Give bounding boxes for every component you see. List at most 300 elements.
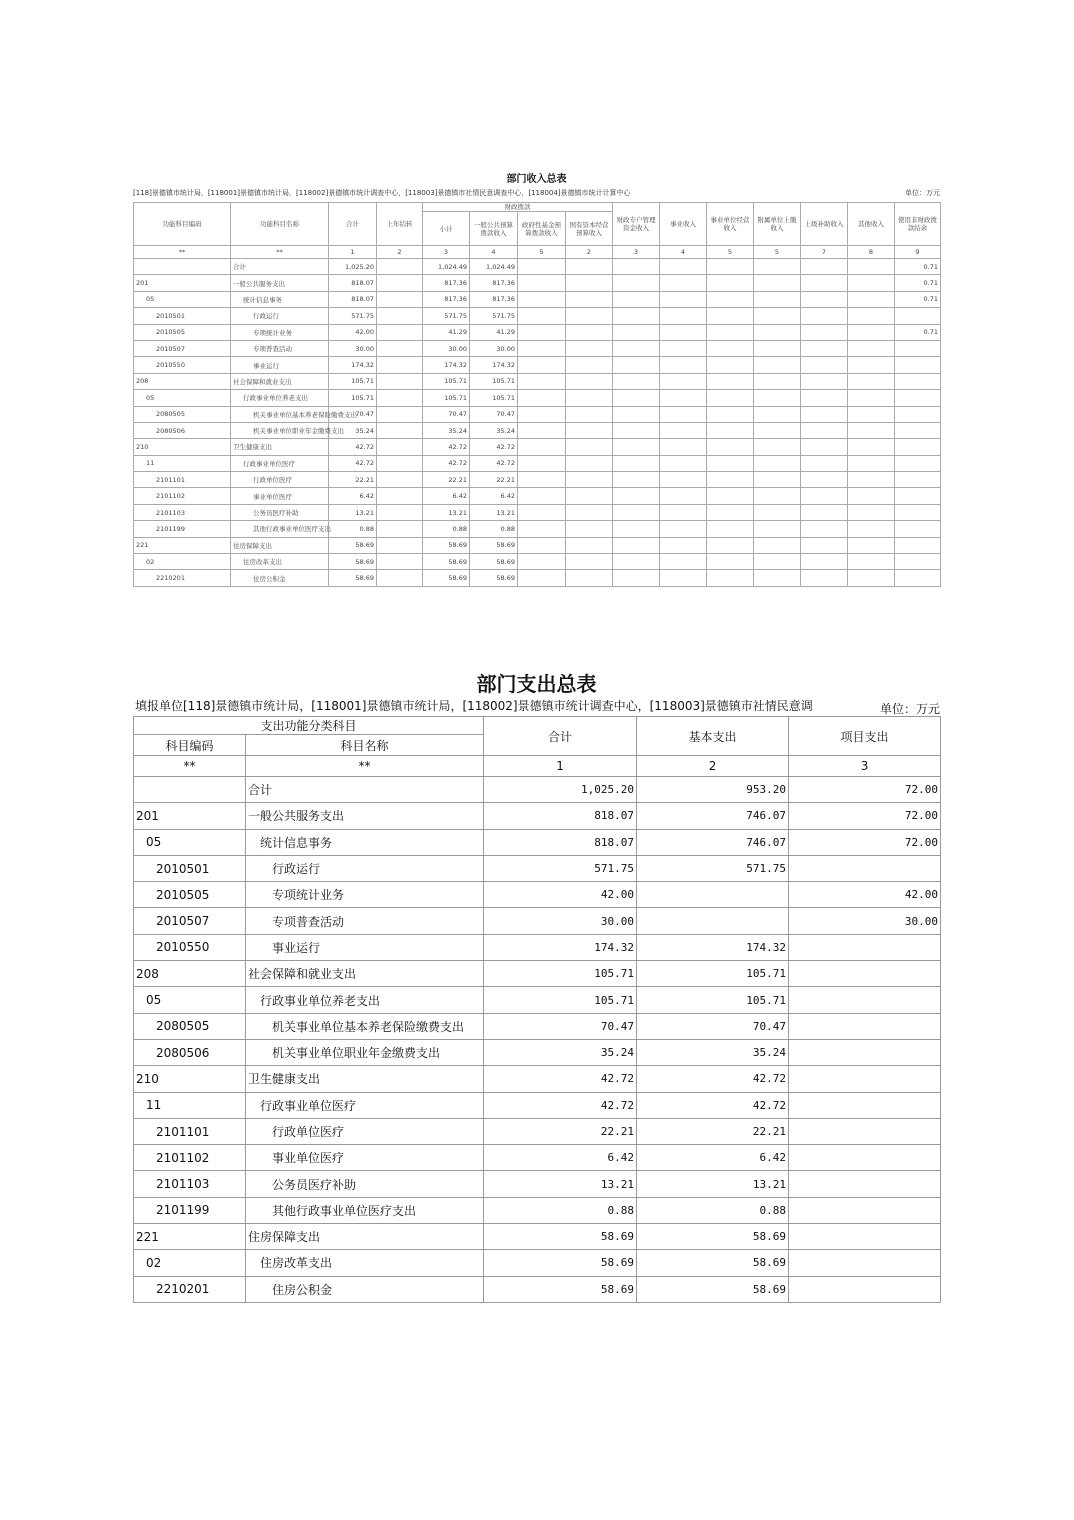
row-carryover — [377, 324, 423, 340]
row-subtotal: 1,024.49 — [423, 259, 470, 275]
row-code: 2010507 — [134, 908, 246, 934]
row-empty-cell — [660, 324, 707, 340]
row-empty-cell — [801, 357, 848, 373]
row-empty-cell — [707, 537, 754, 553]
row-total: 105.71 — [484, 961, 637, 987]
row-empty-cell — [707, 291, 754, 307]
row-project-expense — [789, 1276, 941, 1302]
row-carryover — [377, 504, 423, 520]
row-project-expense — [789, 1224, 941, 1250]
table-row — [134, 390, 941, 406]
row-empty-cell — [848, 472, 895, 488]
row-empty-cell — [754, 308, 801, 324]
row-empty-cell — [754, 521, 801, 537]
column-number: 8 — [848, 246, 895, 259]
column-header: 合计 — [329, 203, 377, 246]
row-project-expense — [789, 1171, 941, 1197]
row-empty-cell — [754, 422, 801, 438]
row-empty-cell — [754, 554, 801, 570]
row-empty-cell — [754, 504, 801, 520]
row-empty-cell — [801, 390, 848, 406]
row-total: 571.75 — [484, 855, 637, 881]
row-empty-cell — [613, 488, 660, 504]
row-subtotal: 58.69 — [423, 537, 470, 553]
row-carryover — [377, 406, 423, 422]
column-header: 科目名称 — [246, 735, 484, 756]
row-general-budget: 42.72 — [470, 439, 518, 455]
row-carryover — [377, 570, 423, 586]
row-empty-cell — [707, 472, 754, 488]
row-empty-cell — [566, 340, 613, 356]
row-nonfiscal-balance: 0.71 — [895, 324, 941, 340]
column-header: 基本支出 — [637, 717, 789, 756]
expense-summary-table — [133, 716, 941, 1303]
row-code: 2210201 — [134, 1276, 246, 1302]
column-number: ** — [246, 756, 484, 777]
row-total: 1,025.20 — [329, 259, 377, 275]
row-empty-cell — [518, 373, 566, 389]
table-row — [134, 1092, 941, 1118]
row-empty-cell — [613, 357, 660, 373]
row-empty-cell — [660, 308, 707, 324]
row-empty-cell — [801, 537, 848, 553]
row-empty-cell — [566, 504, 613, 520]
column-header: 合计 — [484, 717, 637, 756]
column-number: ** — [231, 246, 329, 259]
row-total: 58.69 — [329, 554, 377, 570]
row-code: 2101101 — [134, 472, 231, 488]
row-subtotal: 6.42 — [423, 488, 470, 504]
table-row — [134, 1250, 941, 1276]
row-project-expense — [789, 1197, 941, 1223]
row-nonfiscal-balance — [895, 406, 941, 422]
row-empty-cell — [566, 357, 613, 373]
row-empty-cell — [707, 521, 754, 537]
row-empty-cell — [518, 570, 566, 586]
row-basic-expense: 746.07 — [637, 803, 789, 829]
table-row — [134, 1118, 941, 1144]
table-row — [134, 504, 941, 520]
table-row — [134, 521, 941, 537]
row-empty-cell — [566, 488, 613, 504]
row-general-budget: 70.47 — [470, 406, 518, 422]
row-name: 住房公积金 — [246, 1276, 484, 1302]
row-empty-cell — [801, 324, 848, 340]
column-number: 3 — [613, 246, 660, 259]
row-subtotal: 42.72 — [423, 455, 470, 471]
row-name: 专项普查活动 — [246, 908, 484, 934]
row-total: 6.42 — [329, 488, 377, 504]
income-table-title: 部门收入总表 — [506, 174, 567, 185]
column-header: 功能科目编码 — [134, 203, 231, 246]
row-name: 事业单位医疗 — [246, 1145, 484, 1171]
row-empty-cell — [660, 406, 707, 422]
row-empty-cell — [566, 308, 613, 324]
row-empty-cell — [707, 259, 754, 275]
row-empty-cell — [518, 504, 566, 520]
row-empty-cell — [707, 504, 754, 520]
row-empty-cell — [518, 554, 566, 570]
column-header: 附属单位上缴收入 — [754, 203, 801, 246]
row-name: 机关事业单位职业年金缴费支出 — [246, 1039, 484, 1065]
row-general-budget: 105.71 — [470, 390, 518, 406]
row-code: 2080506 — [134, 422, 231, 438]
row-general-budget: 1,024.49 — [470, 259, 518, 275]
row-nonfiscal-balance — [895, 357, 941, 373]
row-code: 201 — [134, 275, 231, 291]
row-project-expense — [789, 1039, 941, 1065]
row-total: 6.42 — [484, 1145, 637, 1171]
table-row — [134, 1197, 941, 1223]
row-subtotal: 58.69 — [423, 570, 470, 586]
row-empty-cell — [848, 373, 895, 389]
row-total: 58.69 — [484, 1250, 637, 1276]
row-empty-cell — [613, 472, 660, 488]
row-project-expense: 72.00 — [789, 777, 941, 803]
row-total: 42.72 — [484, 1066, 637, 1092]
row-empty-cell — [801, 275, 848, 291]
row-carryover — [377, 472, 423, 488]
row-empty-cell — [660, 275, 707, 291]
row-code: 2010550 — [134, 357, 231, 373]
row-empty-cell — [848, 422, 895, 438]
row-empty-cell — [518, 488, 566, 504]
row-name: 机关事业单位基本养老保险缴费支出 — [231, 406, 329, 422]
row-name: 机关事业单位基本养老保险缴费支出 — [246, 1013, 484, 1039]
row-empty-cell — [754, 439, 801, 455]
row-project-expense — [789, 1145, 941, 1171]
row-code: 11 — [134, 1092, 246, 1118]
table-row — [134, 908, 941, 934]
row-empty-cell — [566, 422, 613, 438]
row-code: 2010501 — [134, 308, 231, 324]
row-name: 社会保障和就业支出 — [246, 961, 484, 987]
row-empty-cell — [518, 537, 566, 553]
row-total: 571.75 — [329, 308, 377, 324]
row-empty-cell — [660, 340, 707, 356]
row-name: 住房公积金 — [231, 570, 329, 586]
row-empty-cell — [848, 504, 895, 520]
row-code: 2210201 — [134, 570, 231, 586]
row-nonfiscal-balance — [895, 373, 941, 389]
table-row — [134, 308, 941, 324]
column-number: 3 — [789, 756, 941, 777]
column-number: 2 — [566, 246, 613, 259]
row-subtotal: 0.88 — [423, 521, 470, 537]
row-name: 行政单位医疗 — [231, 472, 329, 488]
row-name: 一般公共服务支出 — [246, 803, 484, 829]
row-code: 11 — [134, 455, 231, 471]
row-empty-cell — [707, 308, 754, 324]
column-number: 7 — [801, 246, 848, 259]
row-empty-cell — [566, 537, 613, 553]
table-row — [134, 291, 941, 307]
row-project-expense — [789, 855, 941, 881]
table-row — [134, 1039, 941, 1065]
row-carryover — [377, 439, 423, 455]
row-total: 42.00 — [329, 324, 377, 340]
row-total: 174.32 — [329, 357, 377, 373]
row-basic-expense — [637, 908, 789, 934]
row-code: 2101199 — [134, 521, 231, 537]
row-total: 58.69 — [329, 537, 377, 553]
row-code: 05 — [134, 291, 231, 307]
table-row — [134, 1013, 941, 1039]
row-nonfiscal-balance — [895, 504, 941, 520]
row-code: 208 — [134, 373, 231, 389]
row-empty-cell — [707, 275, 754, 291]
row-empty-cell — [707, 357, 754, 373]
row-code: 05 — [134, 987, 246, 1013]
row-name: 统计信息事务 — [246, 829, 484, 855]
row-empty-cell — [754, 291, 801, 307]
row-total: 818.07 — [329, 275, 377, 291]
row-name: 行政事业单位医疗 — [246, 1092, 484, 1118]
row-empty-cell — [660, 537, 707, 553]
row-subtotal: 817.36 — [423, 291, 470, 307]
income-table-subtitle: [118]景德镇市统计局，[118001]景德镇市统计局，[118002]景德镇市统计调查中心，[118003]景德镇市社情民意调查中心，[118004]景德镇市统计计算中心 — [133, 189, 631, 197]
row-empty-cell — [660, 259, 707, 275]
row-basic-expense: 105.71 — [637, 987, 789, 1013]
row-code: 2080506 — [134, 1039, 246, 1065]
row-empty-cell — [518, 390, 566, 406]
row-total: 42.72 — [484, 1092, 637, 1118]
row-empty-cell — [660, 357, 707, 373]
row-general-budget: 817.36 — [470, 291, 518, 307]
row-empty-cell — [613, 259, 660, 275]
row-general-budget: 58.69 — [470, 537, 518, 553]
row-carryover — [377, 308, 423, 324]
row-empty-cell — [613, 275, 660, 291]
row-total: 818.07 — [484, 803, 637, 829]
row-general-budget: 105.71 — [470, 373, 518, 389]
row-project-expense — [789, 961, 941, 987]
row-empty-cell — [613, 504, 660, 520]
row-empty-cell — [566, 570, 613, 586]
row-general-budget: 0.88 — [470, 521, 518, 537]
row-empty-cell — [518, 472, 566, 488]
column-header: 财政专户管理资金收入 — [613, 203, 660, 246]
table-row — [134, 961, 941, 987]
header-row — [134, 203, 941, 212]
column-header: 小计 — [423, 212, 470, 246]
row-empty-cell — [801, 488, 848, 504]
row-empty-cell — [566, 390, 613, 406]
table-row — [134, 357, 941, 373]
table-row — [134, 455, 941, 471]
table-row — [134, 259, 941, 275]
table-row — [134, 987, 941, 1013]
row-empty-cell — [613, 291, 660, 307]
row-empty-cell — [518, 521, 566, 537]
row-name: 住房保障支出 — [246, 1224, 484, 1250]
row-basic-expense — [637, 882, 789, 908]
table-row — [134, 777, 941, 803]
row-empty-cell — [754, 472, 801, 488]
row-basic-expense: 58.69 — [637, 1250, 789, 1276]
income-summary-table — [133, 202, 941, 587]
row-total: 174.32 — [484, 934, 637, 960]
row-code: 210 — [134, 439, 231, 455]
row-empty-cell — [518, 357, 566, 373]
row-general-budget: 174.32 — [470, 357, 518, 373]
row-empty-cell — [754, 275, 801, 291]
row-carryover — [377, 259, 423, 275]
row-code: 2010505 — [134, 324, 231, 340]
column-number: 9 — [895, 246, 941, 259]
row-general-budget: 571.75 — [470, 308, 518, 324]
row-total: 30.00 — [329, 340, 377, 356]
table-row — [134, 570, 941, 586]
row-code: 2101103 — [134, 1171, 246, 1197]
row-empty-cell — [613, 390, 660, 406]
table-row — [134, 882, 941, 908]
row-empty-cell — [848, 324, 895, 340]
row-empty-cell — [801, 472, 848, 488]
table-row — [134, 340, 941, 356]
column-number: ** — [134, 246, 231, 259]
row-name: 行政事业单位养老支出 — [246, 987, 484, 1013]
row-total: 58.69 — [484, 1224, 637, 1250]
table-row — [134, 275, 941, 291]
table-row — [134, 406, 941, 422]
row-empty-cell — [848, 275, 895, 291]
table-row — [134, 934, 941, 960]
row-total: 58.69 — [329, 570, 377, 586]
column-header: 政府性基金预算拨款收入 — [518, 212, 566, 246]
row-name: 行政运行 — [231, 308, 329, 324]
row-empty-cell — [848, 340, 895, 356]
column-header: 其他收入 — [848, 203, 895, 246]
row-empty-cell — [801, 439, 848, 455]
row-name: 卫生健康支出 — [231, 439, 329, 455]
row-empty-cell — [566, 373, 613, 389]
row-empty-cell — [613, 455, 660, 471]
row-basic-expense: 571.75 — [637, 855, 789, 881]
row-code: 221 — [134, 537, 231, 553]
row-name: 专项普查活动 — [231, 340, 329, 356]
row-empty-cell — [707, 422, 754, 438]
row-empty-cell — [613, 422, 660, 438]
row-empty-cell — [566, 259, 613, 275]
row-nonfiscal-balance — [895, 570, 941, 586]
row-general-budget: 35.24 — [470, 422, 518, 438]
row-empty-cell — [707, 455, 754, 471]
row-empty-cell — [566, 554, 613, 570]
row-nonfiscal-balance — [895, 308, 941, 324]
row-subtotal: 42.72 — [423, 439, 470, 455]
table-row — [134, 472, 941, 488]
table-row — [134, 488, 941, 504]
row-empty-cell — [801, 455, 848, 471]
row-empty-cell — [707, 390, 754, 406]
row-project-expense — [789, 1013, 941, 1039]
row-empty-cell — [518, 406, 566, 422]
row-total: 30.00 — [484, 908, 637, 934]
row-code: 05 — [134, 390, 231, 406]
row-empty-cell — [613, 324, 660, 340]
row-total: 35.24 — [329, 422, 377, 438]
row-code: 02 — [134, 554, 231, 570]
row-name: 其他行政事业单位医疗支出 — [246, 1197, 484, 1223]
row-total: 22.21 — [484, 1118, 637, 1144]
row-general-budget: 58.69 — [470, 570, 518, 586]
row-project-expense — [789, 987, 941, 1013]
column-number-row — [134, 756, 941, 777]
row-empty-cell — [613, 439, 660, 455]
table-row — [134, 1171, 941, 1197]
row-nonfiscal-balance — [895, 554, 941, 570]
row-basic-expense: 13.21 — [637, 1171, 789, 1197]
table-row — [134, 373, 941, 389]
row-total: 70.47 — [329, 406, 377, 422]
row-empty-cell — [660, 504, 707, 520]
row-carryover — [377, 455, 423, 471]
row-total: 70.47 — [484, 1013, 637, 1039]
row-empty-cell — [518, 275, 566, 291]
row-name: 事业运行 — [246, 934, 484, 960]
row-basic-expense: 22.21 — [637, 1118, 789, 1144]
expense-table-title: 部门支出总表 — [476, 672, 597, 696]
row-subtotal: 22.21 — [423, 472, 470, 488]
row-total: 42.00 — [484, 882, 637, 908]
row-total: 0.88 — [484, 1197, 637, 1223]
row-empty-cell — [801, 504, 848, 520]
row-empty-cell — [518, 291, 566, 307]
row-empty-cell — [707, 324, 754, 340]
row-empty-cell — [801, 308, 848, 324]
column-header: 国有资本经营预算收入 — [566, 212, 613, 246]
row-empty-cell — [754, 570, 801, 586]
income-table-unit: 单位：万元 — [905, 189, 940, 197]
row-empty-cell — [848, 537, 895, 553]
row-empty-cell — [754, 259, 801, 275]
row-empty-cell — [518, 259, 566, 275]
expense-table-subtitle: 填报单位[118]景德镇市统计局，[118001]景德镇市统计局，[118002]景德镇市统计调查中心，[118003]景德镇市社情民意调 — [135, 699, 813, 713]
column-number: ** — [134, 756, 246, 777]
row-nonfiscal-balance: 0.71 — [895, 275, 941, 291]
row-total: 0.88 — [329, 521, 377, 537]
row-code: 221 — [134, 1224, 246, 1250]
row-code: 2010501 — [134, 855, 246, 881]
row-project-expense — [789, 1250, 941, 1276]
row-empty-cell — [518, 324, 566, 340]
column-header: 科目编码 — [134, 735, 246, 756]
row-total: 105.71 — [329, 390, 377, 406]
row-empty-cell — [848, 259, 895, 275]
row-empty-cell — [566, 521, 613, 537]
row-empty-cell — [613, 537, 660, 553]
row-empty-cell — [566, 406, 613, 422]
column-number-row — [134, 246, 941, 259]
row-empty-cell — [518, 340, 566, 356]
row-code: 2101103 — [134, 504, 231, 520]
row-name: 合计 — [231, 259, 329, 275]
row-subtotal: 571.75 — [423, 308, 470, 324]
row-subtotal: 70.47 — [423, 406, 470, 422]
row-total: 818.07 — [329, 291, 377, 307]
row-empty-cell — [518, 455, 566, 471]
row-empty-cell — [660, 554, 707, 570]
row-total: 35.24 — [484, 1039, 637, 1065]
row-total: 22.21 — [329, 472, 377, 488]
row-name: 专项统计业务 — [246, 882, 484, 908]
row-total: 1,025.20 — [484, 777, 637, 803]
row-general-budget: 22.21 — [470, 472, 518, 488]
row-name: 行政事业单位医疗 — [231, 455, 329, 471]
row-carryover — [377, 340, 423, 356]
row-empty-cell — [566, 439, 613, 455]
